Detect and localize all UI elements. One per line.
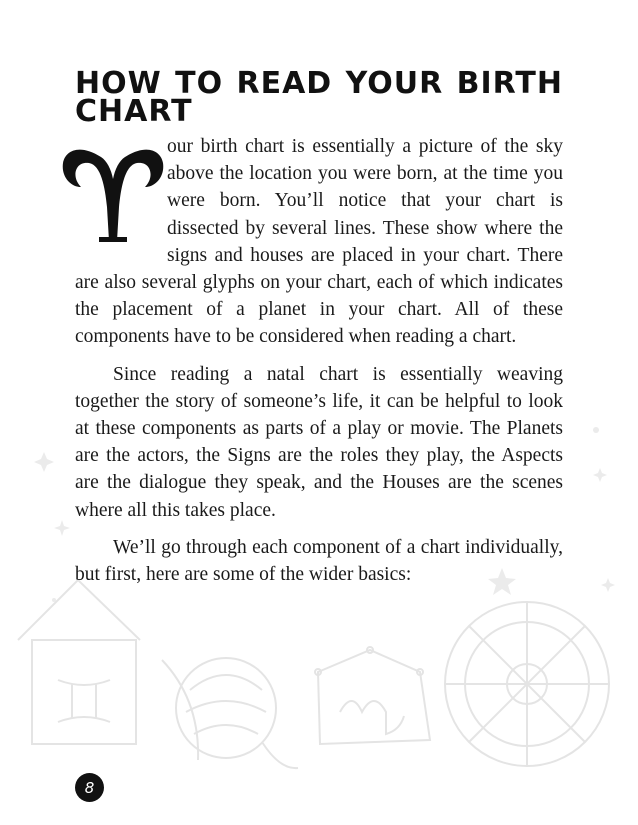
sparkle-icon <box>54 520 70 536</box>
paragraph-intro <box>75 133 563 351</box>
page-title: HOW TO READ YOUR BIRTH CHART <box>75 66 563 129</box>
zodiac-wheel-illustration <box>445 602 609 766</box>
paragraph-analogy: Since reading a natal chart is essentially weaving together the story of someone’s life, it can be helpful to look at these components as parts of a play or movie. The Planets are the actors, the Signs are the roles they play, the Aspects are the dialogue they speak, and the Houses are the scenes where all this takes place. <box>75 363 563 521</box>
sparkle-icon <box>601 578 615 592</box>
constellation-illustration <box>315 647 430 744</box>
aries-glyph-icon <box>61 137 165 245</box>
paragraph-text: our birth chart is essentially a picture of the sky above the location you were born, at the time you were born. You’ll notice that your chart is dissected by several lines. These show where the signs and houses are placed in your chart. There are also several glyphs on your chart, each of which indicates the placement of a planet in your chart. All of these components have to be considered when reading a chart. <box>75 136 563 348</box>
page-number-badge: 8 <box>75 773 104 802</box>
house-gemini-illustration <box>18 580 140 744</box>
sparkle-icon <box>593 468 607 482</box>
sparkle-icon <box>34 452 54 472</box>
planet-illustration <box>162 658 298 768</box>
article-body <box>75 133 563 588</box>
paragraph-basics: We’ll go through each component of a chart individually, but first, here are some of the wider basics: <box>75 536 563 586</box>
